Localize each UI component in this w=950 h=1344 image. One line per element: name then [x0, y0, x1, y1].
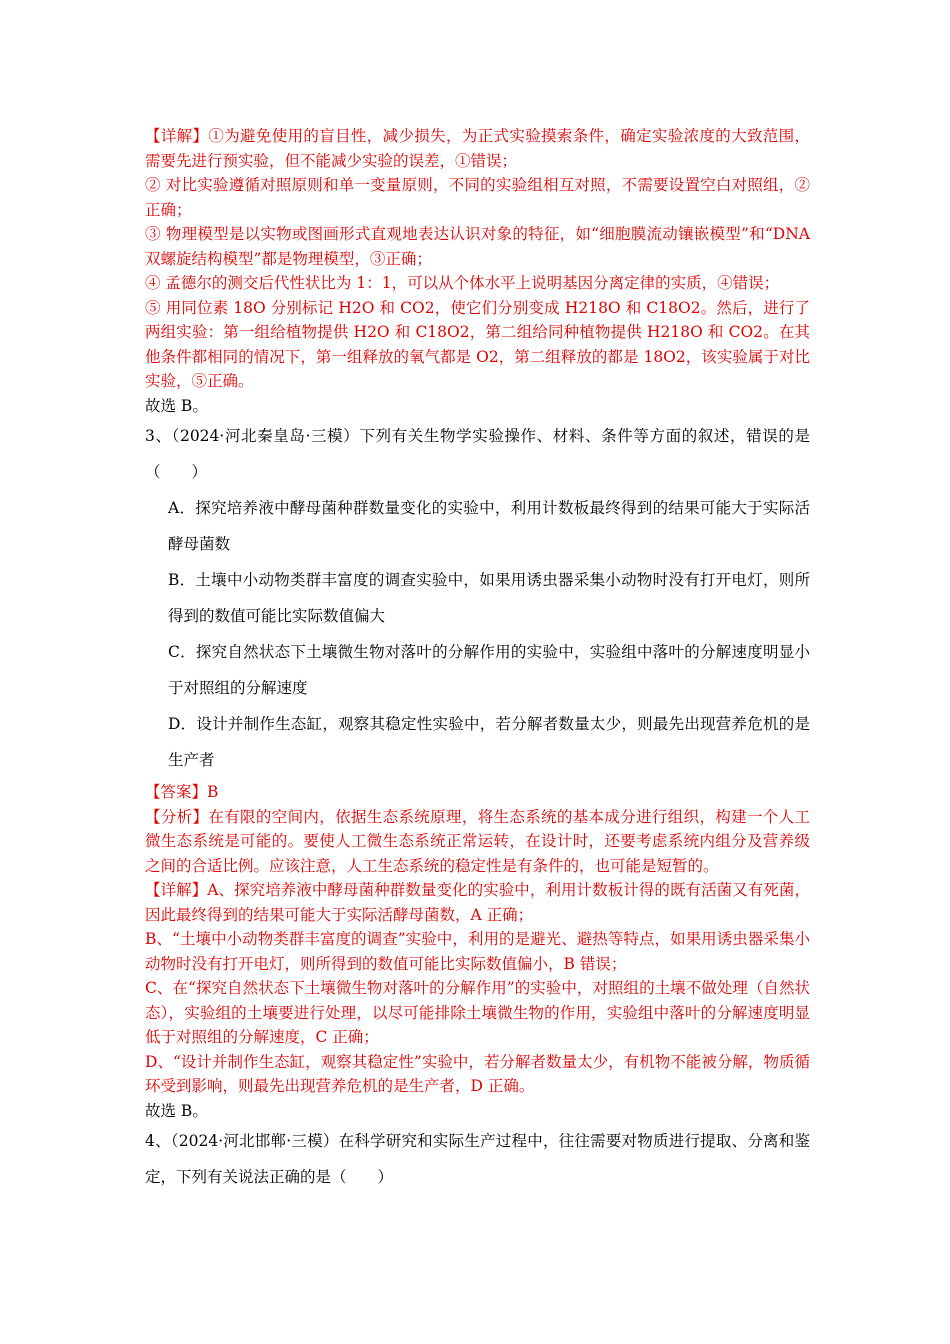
analysis: 【分析】在有限的空间内，依据生态系统原理，将生态系统的基本成分进行组织，构建一个人工微生态系统是可能的。要使人工微生态系统正常运转，在设计时，还要考虑系统内组分及营养级之间的合适比例。应该注意，人工生态系统的稳定性是有条件的，也可能是短暂的。: [145, 807, 810, 875]
page-content: [145, 124, 810, 1195]
question-3: [145, 418, 810, 1123]
question-stem: 3、（2024·河北秦皇岛·三模）下列有关生物学实验操作、材料、条件等方面的叙述，错误的是（ ）: [145, 427, 810, 481]
detail-paragraph: ③ 物理模型是以实物或图画形式直观地表达认识对象的特征，如“细胞膜流动镶嵌模型”和“DNA 双螺旋结构模型”都是物理模型，③正确；: [145, 225, 810, 268]
option-d: D．设计并制作生态缸，观察其稳定性实验中，若分解者数量太少，则最先出现营养危机的是生产者: [168, 715, 810, 769]
prev-question-explanation: [145, 124, 810, 418]
detail-paragraph: B、“土壤中小动物类群丰富度的调查”实验中，利用的是避光、避热等特点，如果用诱虫器采集小动物时没有打开电灯，则所得到的数值可能比实际数值偏小，B 错误；: [145, 930, 810, 973]
option-c: C．探究自然状态下土壤微生物对落叶的分解作用的实验中，实验组中落叶的分解速度明显小于对照组的分解速度: [168, 643, 810, 697]
detail-paragraph: ② 对比实验遵循对照原则和单一变量原则，不同的实验组相互对照，不需要设置空白对照组，②正确；: [145, 176, 810, 219]
conclusion: 故选 B。: [145, 396, 208, 415]
question-stem: 4、（2024·河北邯郸·三模）在科学研究和实际生产过程中，往往需要对物质进行提取、分离和鉴定，下列有关说法正确的是（ ）: [145, 1132, 810, 1186]
conclusion: 故选 B。: [145, 1101, 208, 1120]
question-4: [145, 1123, 810, 1195]
detail-paragraph: 【详解】①为避免使用的盲目性，减少损失，为正式实验摸索条件，确定实验浓度的大致范围，需要先进行预实验，但不能减少实验的误差，①错误；: [145, 127, 810, 170]
detail-paragraph: ④ 孟德尔的测交后代性状比为 1：1，可以从个体水平上说明基因分离定律的实质，④错误；: [145, 274, 780, 292]
option-b: B．土壤中小动物类群丰富度的调查实验中，如果用诱虫器采集小动物时没有打开电灯，则所得到的数值可能比实际数值偏大: [168, 571, 810, 625]
detail-paragraph: D、“设计并制作生态缸，观察其稳定性”实验中，若分解者数量太少，有机物不能被分解，物质循环受到影响，则最先出现营养危机的是生产者，D 正确。: [145, 1052, 810, 1095]
answer: 【答案】B: [145, 783, 219, 801]
detail-paragraph: 【详解】A、探究培养液中酵母菌种群数量变化的实验中，利用计数板计得的既有活菌又有死菌，因此最终得到的结果可能大于实际活酵母菌数，A 正确；: [145, 881, 810, 924]
detail-paragraph: C、在“探究自然状态下土壤微生物对落叶的分解作用”的实验中，对照组的土壤不做处理（自然状态），实验组的土壤要进行处理，以尽可能排除土壤微生物的作用，实验组中落叶的分解速度明显低于对照组的分解速度，C 正确；: [145, 979, 810, 1046]
detail-paragraph: ⑤ 用同位素 18O 分别标记 H2O 和 CO2，使它们分别变成 H218O 和 C18O2。然后，进行了两组实验：第一组给植物提供 H2O 和 C18O2，第二组给同种植物提供 H218O 和 CO2。在其他条件都相同的情况下，第一组释放的氧气都是 O2，第二组释放的都是 18O2，该实验属于对比实验，⑤正确。: [145, 298, 810, 390]
option-a: A．探究培养液中酵母菌种群数量变化的实验中，利用计数板最终得到的结果可能大于实际活酵母菌数: [168, 499, 810, 553]
